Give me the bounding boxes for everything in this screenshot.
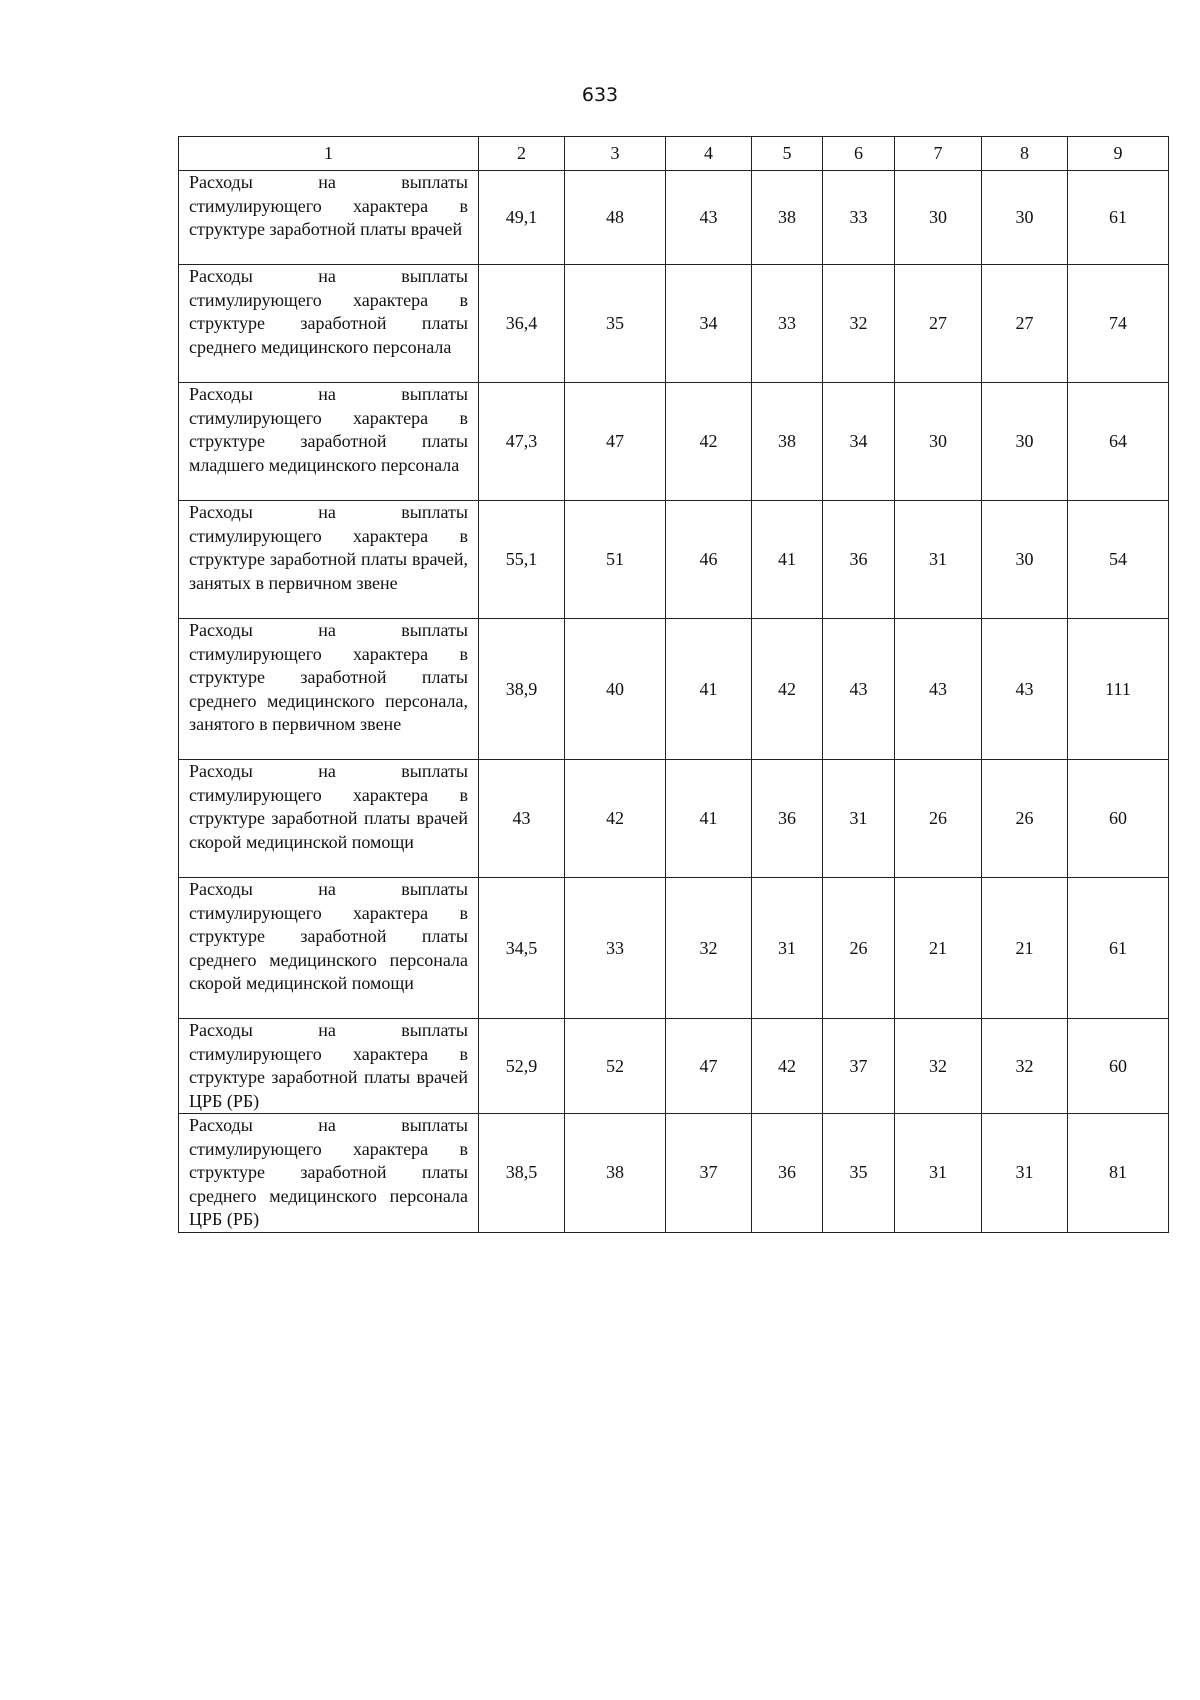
table-cell: 32 <box>666 878 752 1019</box>
table-cell: 38 <box>565 1114 666 1233</box>
table-cell: 60 <box>1068 1019 1169 1114</box>
table-header <box>179 137 1169 171</box>
table-cell: 42 <box>752 619 823 760</box>
table-cell: 42 <box>565 760 666 878</box>
table-cell: 40 <box>565 619 666 760</box>
column-header: 8 <box>982 137 1068 171</box>
table-cell: 32 <box>982 1019 1068 1114</box>
table-cell: 32 <box>895 1019 982 1114</box>
row-label: Расходы на выплаты стимулирующего характера в структуре заработной платы среднего медицинского персонала ЦРБ (РБ) <box>179 1114 479 1233</box>
table-cell: 81 <box>1068 1114 1169 1233</box>
table-cell: 51 <box>565 501 666 619</box>
table-cell: 52,9 <box>479 1019 565 1114</box>
column-header: 6 <box>823 137 895 171</box>
table-cell: 52 <box>565 1019 666 1114</box>
row-label: Расходы на выплаты стимулирующего характера в структуре заработной платы младшего медицинского персонала <box>179 383 479 501</box>
table-cell: 26 <box>823 878 895 1019</box>
table-row <box>179 1019 1169 1114</box>
table-cell: 54 <box>1068 501 1169 619</box>
table-cell: 34 <box>823 383 895 501</box>
table-cell: 31 <box>752 878 823 1019</box>
table-cell: 26 <box>982 760 1068 878</box>
table-cell: 36 <box>752 760 823 878</box>
table-cell: 27 <box>895 265 982 383</box>
page-number: 633 <box>581 84 619 106</box>
table-cell: 36,4 <box>479 265 565 383</box>
row-label: Расходы на выплаты стимулирующего характера в структуре заработной платы врачей ЦРБ (РБ) <box>179 1019 479 1114</box>
column-header: 4 <box>666 137 752 171</box>
table-cell: 21 <box>895 878 982 1019</box>
table-cell: 38 <box>752 383 823 501</box>
table-cell: 43 <box>982 619 1068 760</box>
table-cell: 43 <box>895 619 982 760</box>
table-cell: 33 <box>565 878 666 1019</box>
table-cell: 60 <box>1068 760 1169 878</box>
table-cell: 26 <box>895 760 982 878</box>
table-cell: 42 <box>752 1019 823 1114</box>
column-header: 5 <box>752 137 823 171</box>
table-cell: 47 <box>666 1019 752 1114</box>
column-header: 2 <box>479 137 565 171</box>
table-cell: 47 <box>565 383 666 501</box>
table-cell: 111 <box>1068 619 1169 760</box>
row-label: Расходы на выплаты стимулирующего характера в структуре заработной платы среднего медицинского персонала <box>179 265 479 383</box>
table-cell: 42 <box>666 383 752 501</box>
table-cell: 31 <box>895 501 982 619</box>
table-cell: 48 <box>565 171 666 265</box>
table-cell: 30 <box>982 171 1068 265</box>
table-cell: 34,5 <box>479 878 565 1019</box>
table-row <box>179 760 1169 878</box>
row-label: Расходы на выплаты стимулирующего характера в структуре заработной платы врачей <box>179 171 479 265</box>
table-cell: 46 <box>666 501 752 619</box>
table-cell: 35 <box>565 265 666 383</box>
table-cell: 61 <box>1068 878 1169 1019</box>
table-cell: 64 <box>1068 383 1169 501</box>
column-header: 1 <box>179 137 479 171</box>
column-header: 9 <box>1068 137 1169 171</box>
table-cell: 31 <box>982 1114 1068 1233</box>
table-cell: 36 <box>823 501 895 619</box>
table-cell: 47,3 <box>479 383 565 501</box>
table-cell: 30 <box>895 383 982 501</box>
table-cell: 36 <box>752 1114 823 1233</box>
table-cell: 38,9 <box>479 619 565 760</box>
table-row <box>179 619 1169 760</box>
column-header: 7 <box>895 137 982 171</box>
table-cell: 35 <box>823 1114 895 1233</box>
table-cell: 33 <box>752 265 823 383</box>
table-cell: 38 <box>752 171 823 265</box>
table-row <box>179 501 1169 619</box>
table-cell: 30 <box>982 501 1068 619</box>
table-cell: 49,1 <box>479 171 565 265</box>
table-cell: 41 <box>666 619 752 760</box>
row-label: Расходы на выплаты стимулирующего характера в структуре заработной платы среднего медицинского персонала, занятого в первичном звене <box>179 619 479 760</box>
table-cell: 30 <box>982 383 1068 501</box>
header-row <box>179 137 1169 171</box>
table-row <box>179 1114 1169 1233</box>
table-cell: 55,1 <box>479 501 565 619</box>
table-row <box>179 383 1169 501</box>
table-cell: 43 <box>479 760 565 878</box>
table-cell: 37 <box>823 1019 895 1114</box>
row-label: Расходы на выплаты стимулирующего характера в структуре заработной платы врачей скорой медицинской помощи <box>179 760 479 878</box>
table-body <box>179 171 1169 1233</box>
table-row <box>179 878 1169 1019</box>
table-cell: 33 <box>823 171 895 265</box>
table-cell: 31 <box>823 760 895 878</box>
table-cell: 41 <box>752 501 823 619</box>
table-cell: 61 <box>1068 171 1169 265</box>
row-label: Расходы на выплаты стимулирующего характера в структуре заработной платы среднего медицинского персонала скорой медицинской помощи <box>179 878 479 1019</box>
table-row <box>179 265 1169 383</box>
column-header: 3 <box>565 137 666 171</box>
table-cell: 38,5 <box>479 1114 565 1233</box>
table-cell: 21 <box>982 878 1068 1019</box>
table-cell: 31 <box>895 1114 982 1233</box>
table-cell: 27 <box>982 265 1068 383</box>
table-row <box>179 171 1169 265</box>
table-cell: 43 <box>666 171 752 265</box>
table-cell: 74 <box>1068 265 1169 383</box>
table-cell: 41 <box>666 760 752 878</box>
table-cell: 43 <box>823 619 895 760</box>
row-label: Расходы на выплаты стимулирующего характера в структуре заработной платы врачей, занятых в первичном звене <box>179 501 479 619</box>
data-table <box>178 136 1169 1233</box>
table-cell: 30 <box>895 171 982 265</box>
table-cell: 37 <box>666 1114 752 1233</box>
table-cell: 32 <box>823 265 895 383</box>
table-cell: 34 <box>666 265 752 383</box>
